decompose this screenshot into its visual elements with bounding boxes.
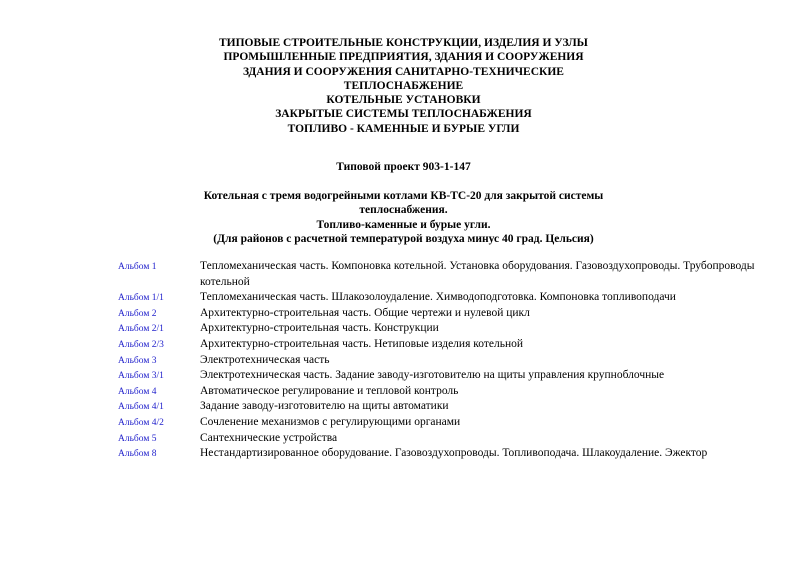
album-description: Тепломеханическая часть. Шлакозолоудаление. Химводоподготовка. Компоновка топливоподачи (200, 291, 676, 304)
album-row (0, 431, 807, 447)
album-link[interactable]: Альбом 8 (118, 449, 157, 460)
album-description: Сантехнические устройства (200, 431, 338, 444)
album-description: Электротехническая часть (200, 353, 330, 366)
album-row (0, 446, 807, 462)
project-description-line: теплоснабжения. (359, 204, 448, 216)
header-line: ПРОМЫШЛЕННЫЕ ПРЕДПРИЯТИЯ, ЗДАНИЯ И СООРУЖЕНИЯ (223, 51, 584, 64)
album-link[interactable]: Альбом 3/1 (118, 371, 164, 382)
album-row (0, 337, 807, 353)
album-row (0, 399, 807, 415)
album-row (0, 415, 807, 431)
album-description: Задание заводу-изготовителю на щиты автоматики (200, 400, 449, 413)
project-description-line: Котельная с тремя водогрейными котлами КВ-ТС-20 для закрытой системы (203, 189, 604, 202)
album-description: Тепломеханическая часть. Компоновка котельной. Установка оборудования. Газовоздухопроводы. Трубопроводы котельной (200, 260, 755, 288)
project-description-line: Топливо-каменные и бурые угли. (316, 218, 491, 231)
album-row (0, 321, 807, 337)
album-link[interactable]: Альбом 4 (118, 386, 157, 397)
project-number: Типовой проект 903-1-147 (336, 161, 471, 173)
album-description: Архитектурно-строительная часть. Нетиповые изделия котельной (200, 337, 524, 350)
album-link[interactable]: Альбом 2/3 (118, 339, 164, 350)
album-row (0, 306, 807, 322)
album-link[interactable]: Альбом 1/1 (118, 293, 164, 304)
album-link[interactable]: Альбом 2/1 (118, 324, 164, 335)
album-row (0, 259, 807, 290)
album-row (0, 384, 807, 400)
album-description: Архитектурно-строительная часть. Конструкции (200, 322, 439, 335)
album-link[interactable]: Альбом 4/1 (118, 402, 164, 413)
header-line: ЗДАНИЯ И СООРУЖЕНИЯ САНИТАРНО-ТЕХНИЧЕСКИЕ (243, 65, 564, 78)
document-header (0, 36, 807, 136)
album-list (0, 259, 807, 462)
album-row (0, 353, 807, 369)
album-description: Сочленение механизмов с регулирующими органами (200, 415, 461, 428)
project-info (0, 160, 807, 247)
album-link[interactable]: Альбом 3 (118, 355, 157, 366)
header-line: КОТЕЛЬНЫЕ УСТАНОВКИ (326, 94, 481, 107)
album-link[interactable]: Альбом 1 (118, 262, 157, 272)
header-line: ТОПЛИВО - КАМЕННЫЕ И БУРЫЕ УГЛИ (287, 122, 520, 135)
album-description: Нестандартизированное оборудование. Газовоздухопроводы. Топливоподача. Шлакоудаление. Эжектор (200, 447, 708, 460)
album-link[interactable]: Альбом 4/2 (118, 417, 164, 428)
album-link[interactable]: Альбом 5 (118, 433, 157, 444)
header-line: ЗАКРЫТЫЕ СИСТЕМЫ ТЕПЛОСНАБЖЕНИЯ (275, 108, 532, 121)
project-description-line: (Для районов с расчетной температурой воздуха минус 40 град. Цельсия) (213, 233, 594, 245)
album-description: Автоматическое регулирование и тепловой контроль (200, 384, 459, 397)
header-line: ТИПОВЫЕ СТРОИТЕЛЬНЫЕ КОНСТРУКЦИИ, ИЗДЕЛИЯ И УЗЛЫ (219, 37, 588, 49)
album-description: Электротехническая часть. Задание заводу-изготовителю на щиты управления крупноблочные (200, 369, 665, 382)
album-description: Архитектурно-строительная часть. Общие чертежи и нулевой цикл (200, 306, 530, 319)
album-row (0, 290, 807, 306)
album-row (0, 368, 807, 384)
album-link[interactable]: Альбом 2 (118, 308, 157, 319)
header-line: ТЕПЛОСНАБЖЕНИЕ (343, 79, 464, 92)
